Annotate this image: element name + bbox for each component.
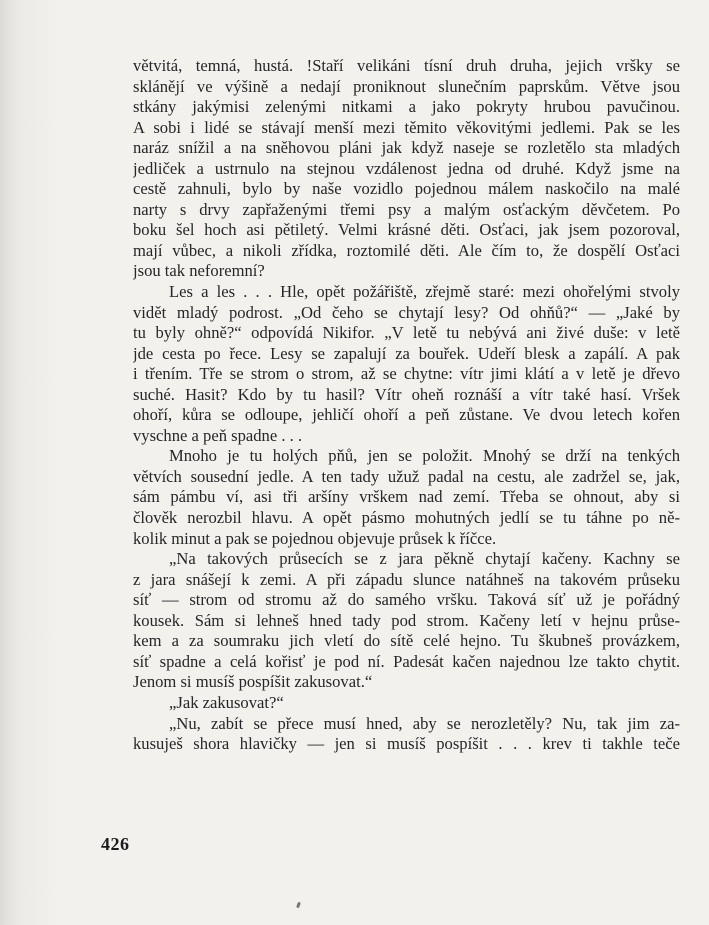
text-line: i třením. Tře se strom o strom, až se chytne: vítr jimi klátí a v letě je dřevo [133,364,680,384]
text-line: síť — strom od stromu až do samého vršku. Taková síť už je pořádný [133,590,680,610]
text-line: sklánějí ve výšině a nedají proniknout slunečním paprskům. Větve jsou [133,76,680,96]
page-number: 426 [101,834,130,854]
text-line: vidět mladý podrost. „Od čeho se chytají lesy? Od ohňů?“ — „Jaké by [133,302,680,322]
text-line: vyschne a peň spadne . . . [133,425,303,445]
text-line: boku šel hoch asi pětiletý. Velmi krásné děti. Osťaci, jak jsem pozoroval, [133,220,680,240]
text-line: síť spadne a celá kořisť je pod ní. Padesát kačen najednou lze takto chytit. [133,651,680,671]
text-line: jsou tak neforemní? [133,261,265,281]
text-line: „Nu, zabít se přece musí hned, aby se nerozletěly? Nu, tak jim za- [169,713,680,733]
text-line: A sobi i lidé se stávají menší mezi těmito věkovitými jedlemi. Pak se les [133,117,680,137]
text-line: Mnoho je tu holých pňů, jen se položit. Mnohý se drží na tenkých [169,446,680,466]
text-line: suché. Hasit? Kdo by tu hasil? Vítr oheň roznáší a vítr také hasí. Vršek [133,384,680,404]
text-line: kolik minut a pak se pojednou objevuje průsek k říčce. [133,528,497,548]
text-line: jde cesta po řece. Lesy se zapalují za bouřek. Udeří blesk a zapálí. A pak [133,343,680,363]
body-text [133,56,680,755]
text-line: „Jak zakusovat?“ [169,692,284,712]
text-line: z jara snášejí k zemi. A při západu slunce natáhneš na takovém průseku [133,569,680,589]
text-line: mají vůbec, a nikoli zřídka, roztomilé děti. Ale čím to, že dospělí Osťaci [133,240,680,260]
text-line: člověk nerozbil hlavu. A opět pásmo mohutných jedlí se tu táhne po ně- [133,508,680,528]
text-line: tu byly ohně?“ odpovídá Nikifor. „V letě tu nebývá ani živé duše: v letě [133,323,680,343]
text-line: stkány jakýmisi zelenými nitkami a jako pokryty hrubou pavučinou. [133,97,680,117]
text-line: „Na takových průsecích se z jara pěkně chytají kačeny. Kachny se [169,549,680,569]
text-line: narty s drvy zapřaženými třemi psy a malým osťackým děvčetem. Po [133,199,680,219]
text-line: naráz snížil a na sněhovou pláni jak když naseje se rozletělo sta mladých [133,138,680,158]
text-line: kem a za soumraku jich vletí do sítě celé hejno. Tu škubneš provázkem, [133,631,680,651]
text-line: cestě zahnuli, bylo by naše vozidlo pojednou málem naskočilo na malé [133,179,680,199]
text-line: kousek. Sám si lehneš hned tady pod strom. Kačeny letí v hejnu průse- [133,610,680,630]
text-line: větvitá, temná, hustá. !Staří velikáni tísní druh druha, jejich vršky se [133,56,680,75]
text-line: Jenom si musíš pospíšit zakusovat.“ [133,672,373,692]
text-line: větvích sousední jedle. A ten tady užuž padal na cestu, ale zadržel se, jak, [133,466,680,486]
text-line: sám pámbu ví, asi tři aršíny vrškem nad zemí. Třeba se ohnout, aby si [133,487,680,507]
text-line: Les a les . . . Hle, opět požářiště, zřejmě staré: mezi ohořelými stvoly [169,282,680,302]
text-line: ohoří, kůra se odloupe, jehličí ohoří a peň zůstane. Ve dvou letech kořen [133,405,680,425]
text-line: kusuješ shora hlavičky — jen si musíš pospíšit . . . krev ti takhle teče [133,734,680,754]
text-line: jedliček a ustrnulo na stejnou vzdálenost jedna od druhé. Když jsme na [133,158,680,178]
